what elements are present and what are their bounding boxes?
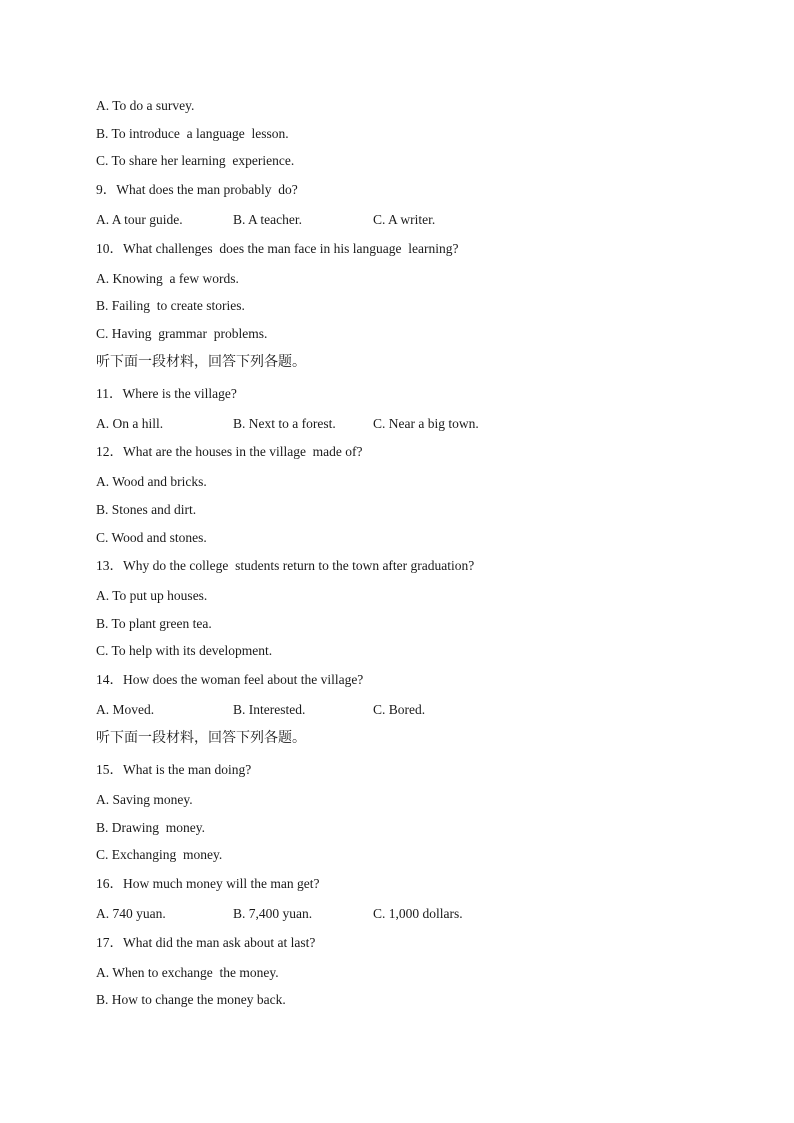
q8-option-c: C. To share her learning experience. [96, 153, 295, 168]
q16-option-c: C. 1,000 dollars. [373, 906, 463, 921]
q15-question: 15．What is the man doing? [96, 762, 252, 777]
q14-option-a: A. Moved. [96, 702, 155, 717]
q15-option-b: B. Drawing money. [96, 820, 205, 835]
q11-option-c: C. Near a big town. [373, 416, 479, 431]
q11-option-b: B. Next to a forest. [233, 416, 336, 431]
q15-option-c: C. Exchanging money. [96, 847, 223, 862]
q14-option-c: C. Bored. [373, 702, 426, 717]
q8-option-a: A. To do a survey. [96, 98, 195, 113]
q9-question: 9．What does the man probably do? [96, 182, 298, 197]
q15-option-a: A. Saving money. [96, 792, 193, 807]
q16-question: 16．How much money will the man get? [96, 876, 320, 891]
q8-option-b: B. To introduce a language lesson. [96, 126, 289, 141]
section-heading-1: 听下面一段材料，回答下列各题。 [96, 354, 306, 370]
q12-question: 12．What are the houses in the village made of? [96, 444, 363, 459]
q17-option-b: B. How to change the money back. [96, 992, 286, 1007]
q16-option-a: A. 740 yuan. [96, 906, 166, 921]
q9-option-b: B. A teacher. [233, 212, 302, 227]
q11-question: 11．Where is the village? [96, 386, 237, 401]
q14-question: 14．How does the woman feel about the village? [96, 672, 364, 687]
q11-option-a: A. On a hill. [96, 416, 164, 431]
section-heading-2: 听下面一段材料，回答下列各题。 [96, 730, 306, 746]
q13-question: 13．Why do the college students return to the town after graduation? [96, 558, 475, 573]
q12-option-b: B. Stones and dirt. [96, 502, 197, 517]
q17-option-a: A. When to exchange the money. [96, 965, 279, 980]
q12-option-c: C. Wood and stones. [96, 530, 207, 545]
q10-option-b: B. Failing to create stories. [96, 298, 245, 313]
q9-option-a: A. A tour guide. [96, 212, 183, 227]
q12-option-a: A. Wood and bricks. [96, 474, 207, 489]
q14-option-b: B. Interested. [233, 702, 306, 717]
q10-option-c: C. Having grammar problems. [96, 326, 268, 341]
q10-option-a: A. Knowing a few words. [96, 271, 239, 286]
q13-option-c: C. To help with its development. [96, 643, 273, 658]
q10-question: 10．What challenges does the man face in his language learning? [96, 241, 459, 256]
q13-option-a: A. To put up houses. [96, 588, 208, 603]
q16-option-b: B. 7,400 yuan. [233, 906, 313, 921]
q13-option-b: B. To plant green tea. [96, 616, 212, 631]
q17-question: 17．What did the man ask about at last? [96, 935, 316, 950]
q9-option-c: C. A writer. [373, 212, 436, 227]
